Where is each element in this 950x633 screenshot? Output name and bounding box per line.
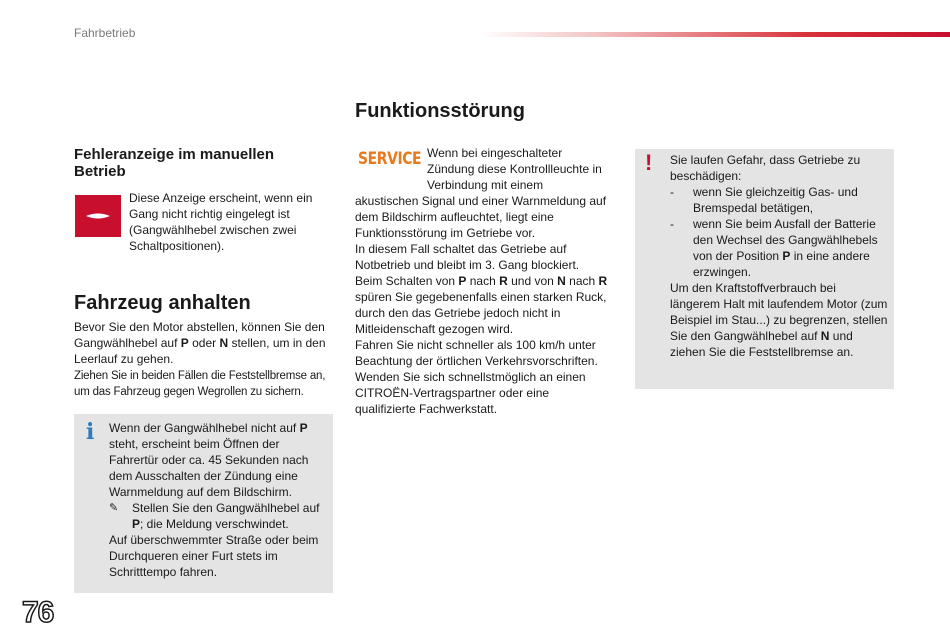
stop-vehicle-title: Fahrzeug anhalten: [74, 292, 251, 314]
gear-warning-indicator-icon: [75, 195, 121, 237]
info-note-bullet: ✎ Stellen Sie den Gangwählhebel auf P; die Meldung verschwindet.: [109, 501, 320, 531]
manual-fault-text: Diese Anzeige erscheint, wenn ein Gang nicht richtig eingelegt ist (Gangwählhebel zwischen zwei Schaltpositionen).: [129, 191, 313, 253]
manual-fault-title: Fehleranzeige im manuellen Betrieb: [74, 146, 275, 180]
info-icon: i: [86, 419, 95, 445]
pencil-bullet-icon: ✎: [109, 501, 119, 514]
header-accent-line: [478, 32, 950, 37]
exclamation-icon: !: [645, 150, 653, 175]
alert-dash-item: - wenn Sie beim Ausfall der Batterie den Wechsel des Gangwählhebels von der Position P in eine andere erzwingen.: [670, 217, 878, 279]
alert-dash-item: - wenn Sie gleichzeitig Gas- und Bremspedal betätigen,: [670, 185, 858, 215]
stop-vehicle-paragraph-2: Ziehen Sie in beiden Fällen die Feststellbremse an, um das Fahrzeug gegen Wegrollen zu sichern.: [74, 370, 326, 398]
page-number: 76: [22, 596, 54, 629]
malfunction-title: Funktionsstörung: [355, 100, 525, 122]
malfunction-text: akustischen Signal und einer Warnmeldung auf dem Bildschirm aufleuchtet, liegt eine Funktionsstörung im Getriebe vor. In diesem Fall schaltet das Getriebe auf Notbetrieb und bleibt im 3. Gang blockiert. Beim Schalten von P nach R und von N nach R spüren Sie gegebenenfalls einen starken Ruck, durch den das Getriebe jedoch nicht in Mitleidenschaft gezogen wird. Fahren Sie nicht schneller als 100 km/h unter Beachtung der örtlichen Verkehrsvorschriften. Wenden Sie sich schnellstmöglich an einen CITROËN-Vertragspartner oder eine qualifizierte Fachwerkstatt.: [355, 194, 608, 416]
section-label: Fahrbetrieb: [74, 26, 136, 40]
malfunction-text-intro: Wenn bei eingeschalteter Zündung diese Kontrollleuchte in Verbindung mit einem: [427, 146, 602, 192]
alert-note-text: Sie laufen Gefahr, dass Getriebe zu beschädigen: - wenn Sie gleichzeitig Gas- und Bremspedal betätigen, - wenn Sie beim Ausfall der Batterie den Wechsel des Gangwählhebels von der Position P in eine andere erzwingen. Um den Kraftstoffverbrauch bei längerem Halt mit laufendem Motor (zum Beispiel im Stau...) zu begrenzen, stellen Sie den Gangwählhebel auf N und ziehen Sie die Feststellbremse an.: [670, 153, 888, 359]
stop-vehicle-paragraph: Bevor Sie den Motor abstellen, können Sie den Gangwählhebel auf P oder N stellen, um in den Leerlauf zu gehen.: [74, 320, 326, 366]
service-warning-icon: SERVICE: [358, 149, 422, 169]
info-note-text: Wenn der Gangwählhebel nicht auf P steht, erscheint beim Öffnen der Fahrertür oder ca. 45 Sekunden nach dem Ausschalten der Zündung eine Warnmeldung auf dem Bildschirm. ✎ Stellen Sie den Gangwählhebel auf P; die Meldung verschwindet. Auf überschwemmter Straße oder beim Durchqueren einer Furt stets im Schritttempo fahren.: [109, 420, 324, 580]
